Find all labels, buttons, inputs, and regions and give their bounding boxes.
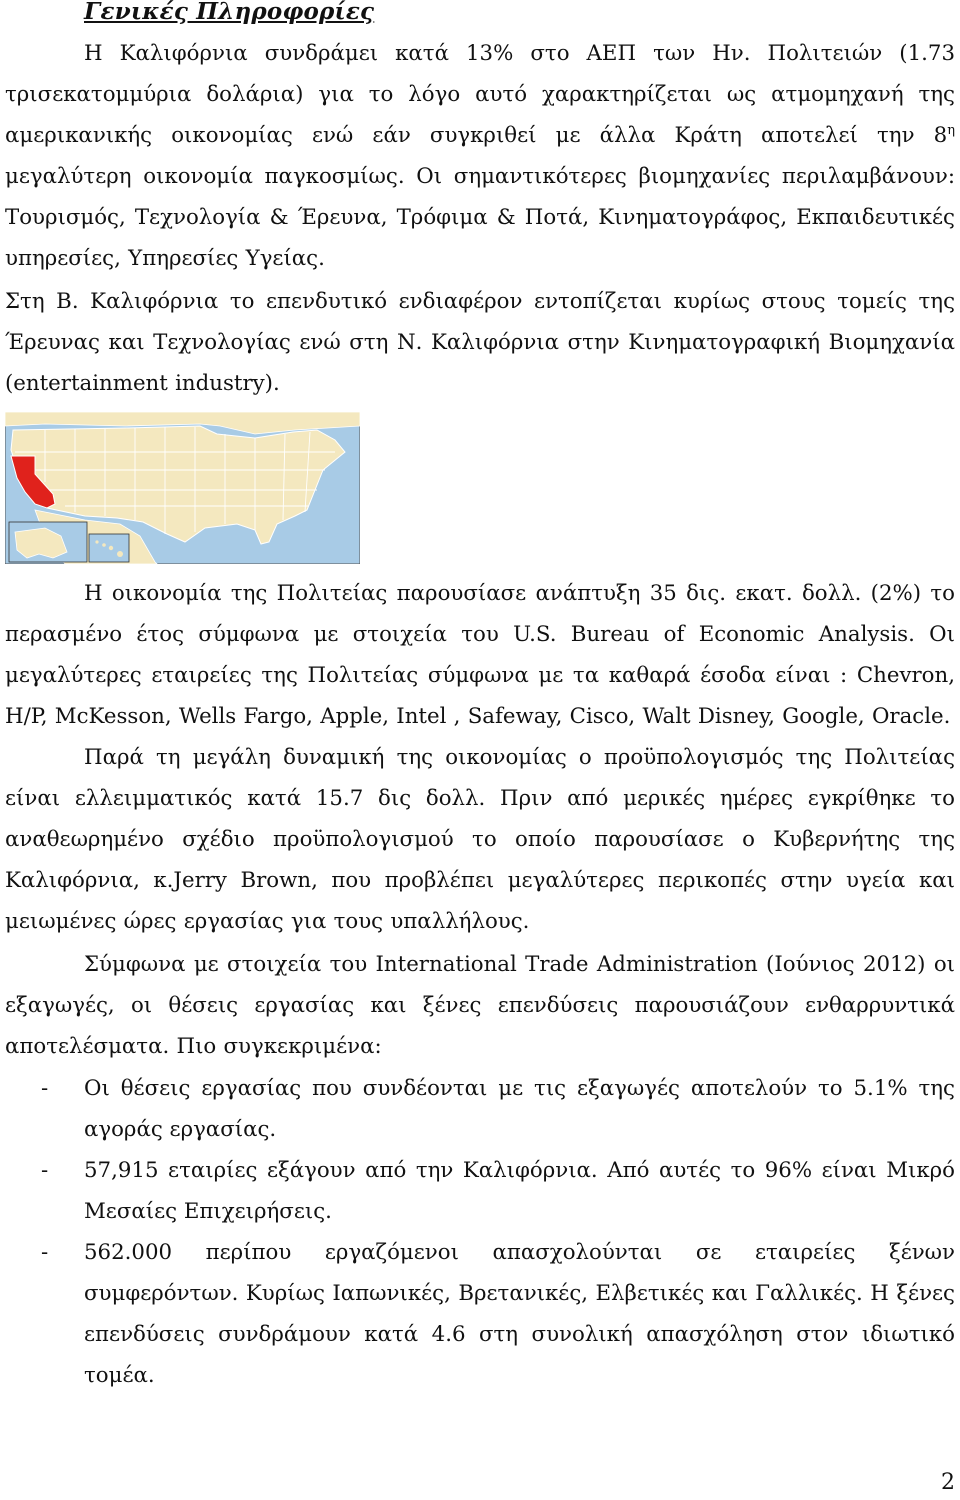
paragraph-economy-overview [5, 33, 955, 279]
paragraph-regional-investment: Στη Β. Καλιφόρνια το επενδυτικό ενδιαφέρον εντοπίζεται κυρίως στους τομείς της Έρευνας και Τεχνολογίας ενώ στη Ν. Καλιφόρνια στην Κινηματογραφική Βιομηχανία (entertainment industry). [5, 289, 955, 396]
list-item-text: 562.000 περίπου εργαζόμενοι απασχολούνται σε εταιρείες ξένων συμφερόντων. Κυρίως Ιαπωνικές, Βρετανικές, Ελβετικές και Γαλλικές. Η ξένες επενδύσεις συνδράμουν κατά 4.6 στη συνολική απασχόληση στον ιδιωτικό τομέα. [84, 1240, 955, 1388]
section-heading: Γενικές Πληροφορίες [84, 0, 375, 25]
superscript-ordinal: η [947, 122, 955, 138]
list-bullet: - [41, 1240, 49, 1265]
bullet-list [5, 1068, 955, 1396]
list-item-text: Οι θέσεις εργασίας που συνδέονται με τις εξαγωγές αποτελούν το 5.1% της αγοράς εργασίας. [84, 1076, 955, 1142]
list-item [5, 1232, 955, 1396]
list-item-text: 57,915 εταιρίες εξάγουν από την Καλιφόρνια. Από αυτές το 96% είναι Μικρό Μεσαίες Επιχειρήσεις. [84, 1158, 955, 1224]
paragraph-text: Η Καλιφόρνια συνδράμει κατά 13% στο ΑΕΠ των Ην. Πολιτειών (1.73 τρισεκατομμύρια δολάρια) για το λόγο αυτό χαρακτηρίζεται ως ατμομηχανή της αμερικανικής οικονομίας ενώ εάν συγκριθεί με άλλα Κράτη αποτελεί την 8 [5, 41, 955, 148]
usa-map-california-highlight [5, 412, 360, 564]
list-bullet: - [41, 1076, 49, 1101]
paragraph-growth-companies: Η οικονομία της Πολιτείας παρουσίασε ανάπτυξη 35 δις. εκατ. δολλ. (2%) το περασμένο έτος σύμφωνα με στοιχεία του U.S. Bureau of Economic Analysis. Οι μεγαλύτερες εταιρείες της Πολιτείας σύμφωνα με τα καθαρά έσοδα είναι : Chevron, H/P, McKesson, Wells Fargo, Apple, Intel , Safeway, Cisco, Walt Disney, Google, Oracle. [5, 581, 955, 729]
paragraph-text: μεγαλύτερη οικονομία παγκοσμίως. Οι σημαντικότερες βιομηχανίες περιλαμβάνουν: Τουρισμός, Τεχνολογία & Έρευνα, Τρόφιμα & Ποτά, Κινηματογράφος, Εκπαιδευτικές υπηρεσίες, Υπηρεσίες Υγείας. [5, 164, 955, 271]
list-bullet: - [41, 1158, 49, 1183]
paragraph-budget: Παρά τη μεγάλη δυναμική της οικονομίας ο προϋπολογισμός της Πολιτείας είναι ελλειμματικός κατά 15.7 δις δολλ. Πριν από μερικές ημέρες εγκρίθηκε το αναθεωρημένο σχέδιο προϋπολογισμού το οποίο παρουσίασε ο Κυβερνήτης της Καλιφόρνια, κ.Jerry Brown, που προβλέπει μεγαλύτερες περικοπές στην υγεία και μειωμένες ώρες εργασίας για τους υπαλλήλους. [5, 745, 955, 934]
paragraph-trade-data: Σύμφωνα με στοιχεία του International Trade Administration (Ιούνιος 2012) οι εξαγωγές, οι θέσεις εργασίας και ξένες επενδύσεις παρουσιάζουν ενθαρρυντικά αποτελέσματα. Πιο συγκεκριμένα: [5, 952, 955, 1059]
list-item [5, 1150, 955, 1232]
page-number: 2 [941, 1470, 955, 1495]
list-item [5, 1068, 955, 1150]
